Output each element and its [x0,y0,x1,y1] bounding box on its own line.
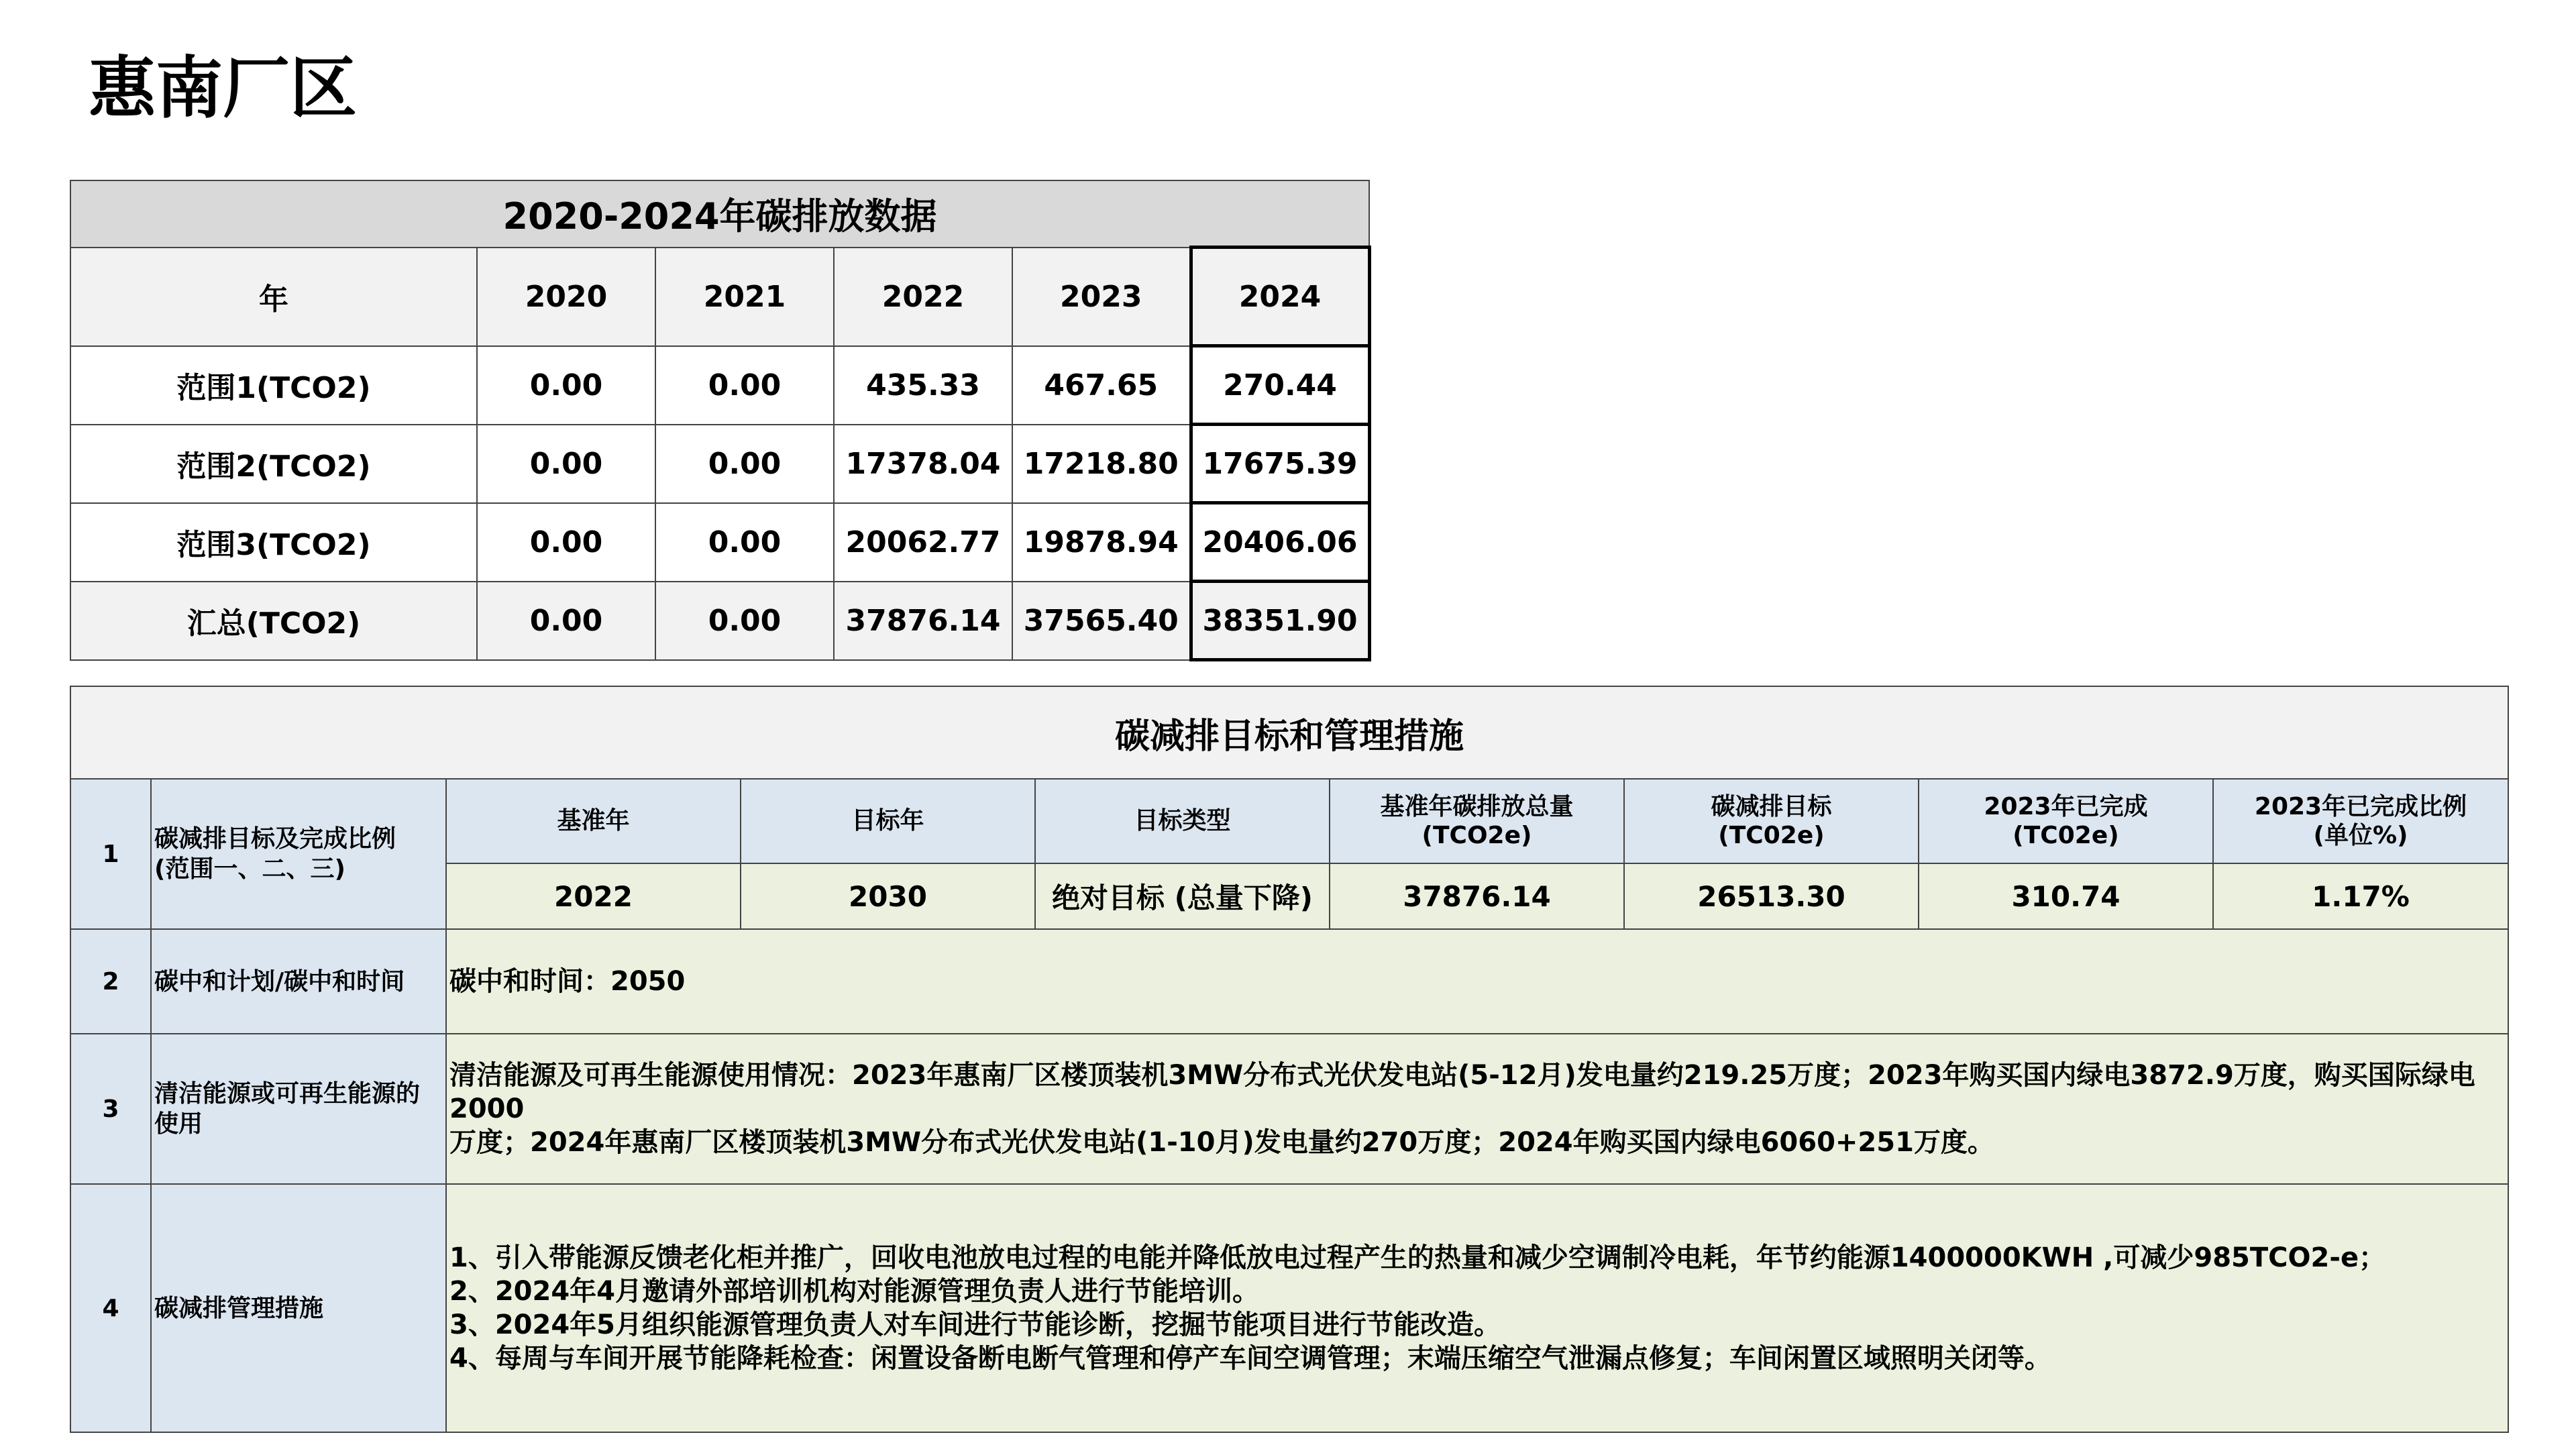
year-cell: 2024 [1191,248,1369,346]
measures-list [446,1184,2508,1432]
row-number: 3 [70,1034,151,1184]
table-row [70,425,1369,503]
value-cell: 0.00 [655,582,834,660]
row-label: 碳减排管理措施 [151,1184,446,1432]
value-cell: 435.33 [834,346,1012,425]
value-cell: 0.00 [477,425,655,503]
column-header-reduction-target [1624,779,1919,863]
list-item: 1、引入带能源反馈老化柜并推广，回收电池放电过程的电能并降低放电过程产生的热量和减少空调制冷电耗，年节约能源1400000KWH ,可减少985TCO2-e； [449,1242,2386,1273]
row-label [151,779,446,929]
measures-caption: 碳减排目标和管理措施 [70,686,2508,779]
value-cell: 310.74 [1919,863,2213,929]
value-cell: 0.00 [655,503,834,582]
year-cell: 2020 [477,248,655,346]
row-label: 范围2(TCO2) [70,425,477,503]
value-cell: 0.00 [477,503,655,582]
emissions-header-row [70,248,1369,346]
text-line: 万度；2024年惠南厂区楼顶装机3MW分布式光伏发电站(1-10月)发电量约270万度；2024年购买国内绿电6060+251万度。 [449,1127,1994,1158]
column-header-target-type [1035,779,1330,863]
page-title: 惠南厂区 [89,49,357,127]
table-row [70,1184,2508,1432]
row-label: 汇总(TCO2) [70,582,477,660]
column-header-text: 基准年碳排放总量(TCO2e) [1380,792,1574,849]
measures-caption-row [70,686,2508,779]
year-cell: 2021 [655,248,834,346]
column-header-unit: (TC02e) [2012,822,2119,849]
value-cell: 37876.14 [834,582,1012,660]
column-header-text: 目标类型 [1134,807,1231,835]
table-row [70,503,1369,582]
row-label-line: 使用 [154,1110,203,1138]
year-cell: 2022 [834,248,1012,346]
table-row [70,346,1369,425]
value-cell: 2022 [446,863,741,929]
value-cell: 19878.94 [1012,503,1191,582]
emissions-caption-row [70,180,1369,248]
list-item: 4、每周与车间开展节能降耗检查：闲置设备断电断气管理和停产车间空调管理；末端压缩空气泄漏点修复；车间闲置区域照明关闭等。 [449,1343,2051,1374]
row-label-line: 清洁能源或可再生能源的 [154,1080,421,1108]
measures-table [70,686,2509,1433]
row-label: 范围3(TCO2) [70,503,477,582]
value-cell: 37876.14 [1330,863,1624,929]
list-item: 3、2024年5月组织能源管理负责人对车间进行节能诊断，挖掘节能项目进行节能改造。 [449,1309,1501,1340]
table-row [70,1034,2508,1184]
table-row [70,779,2508,863]
row-number: 2 [70,929,151,1034]
value-cell: 0.00 [655,425,834,503]
clean-energy-text [446,1034,2508,1184]
value-cell: 20062.77 [834,503,1012,582]
column-header-target-year [741,779,1035,863]
value-cell: 26513.30 [1624,863,1919,929]
value-cell: 17378.04 [834,425,1012,503]
value-cell: 38351.90 [1191,582,1369,660]
column-header-text: 2023年已完成 [1984,792,2148,820]
value-cell: 37565.40 [1012,582,1191,660]
emissions-caption: 2020-2024年碳排放数据 [70,180,1369,248]
value-cell: 270.44 [1191,346,1369,425]
carbon-neutral-text: 碳中和时间：2050 [446,929,2508,1034]
column-header-text: 基准年 [557,807,630,835]
value-cell: 0.00 [477,346,655,425]
value-cell: 0.00 [655,346,834,425]
value-cell: 17218.80 [1012,425,1191,503]
value-cell: 20406.06 [1191,503,1369,582]
column-header-base-emissions [1330,779,1624,863]
list-item: 2、2024年4月邀请外部培训机构对能源管理负责人进行节能培训。 [449,1276,1259,1307]
column-header-text: 目标年 [851,807,924,835]
year-cell: 2023 [1012,248,1191,346]
table-row [70,929,2508,1034]
row-number: 4 [70,1184,151,1432]
row-label-line: 碳减排目标及完成比例 [154,825,396,853]
value-cell: 0.00 [477,582,655,660]
column-header-base-year [446,779,741,863]
year-header: 年 [70,248,477,346]
table-row-total [70,582,1369,660]
column-header-unit: (TC02e) [1718,822,1825,849]
emissions-table [70,180,1371,661]
row-label: 碳中和计划/碳中和时间 [151,929,446,1034]
column-header-unit: (单位%) [2313,822,2408,849]
column-header-text: 2023年已完成比例 [2254,792,2467,820]
value-cell: 绝对目标 (总量下降) [1035,863,1330,929]
column-header-text: 碳减排目标 [1711,792,1832,820]
value-cell: 2030 [741,863,1035,929]
text-line: 清洁能源及可再生能源使用情况：2023年惠南厂区楼顶装机3MW分布式光伏发电站(5-12月)发电量约219.25万度；2023年购买国内绿电3872.9万度，购买国际绿电2000 [449,1060,2475,1124]
row-label-line: (范围一、二、三) [154,855,345,883]
value-cell: 467.65 [1012,346,1191,425]
row-label [151,1034,446,1184]
column-header-completed-ratio [2213,779,2508,863]
value-cell: 17675.39 [1191,425,1369,503]
row-number: 1 [70,779,151,929]
column-header-completed [1919,779,2213,863]
row-label: 范围1(TCO2) [70,346,477,425]
value-cell: 1.17% [2213,863,2508,929]
